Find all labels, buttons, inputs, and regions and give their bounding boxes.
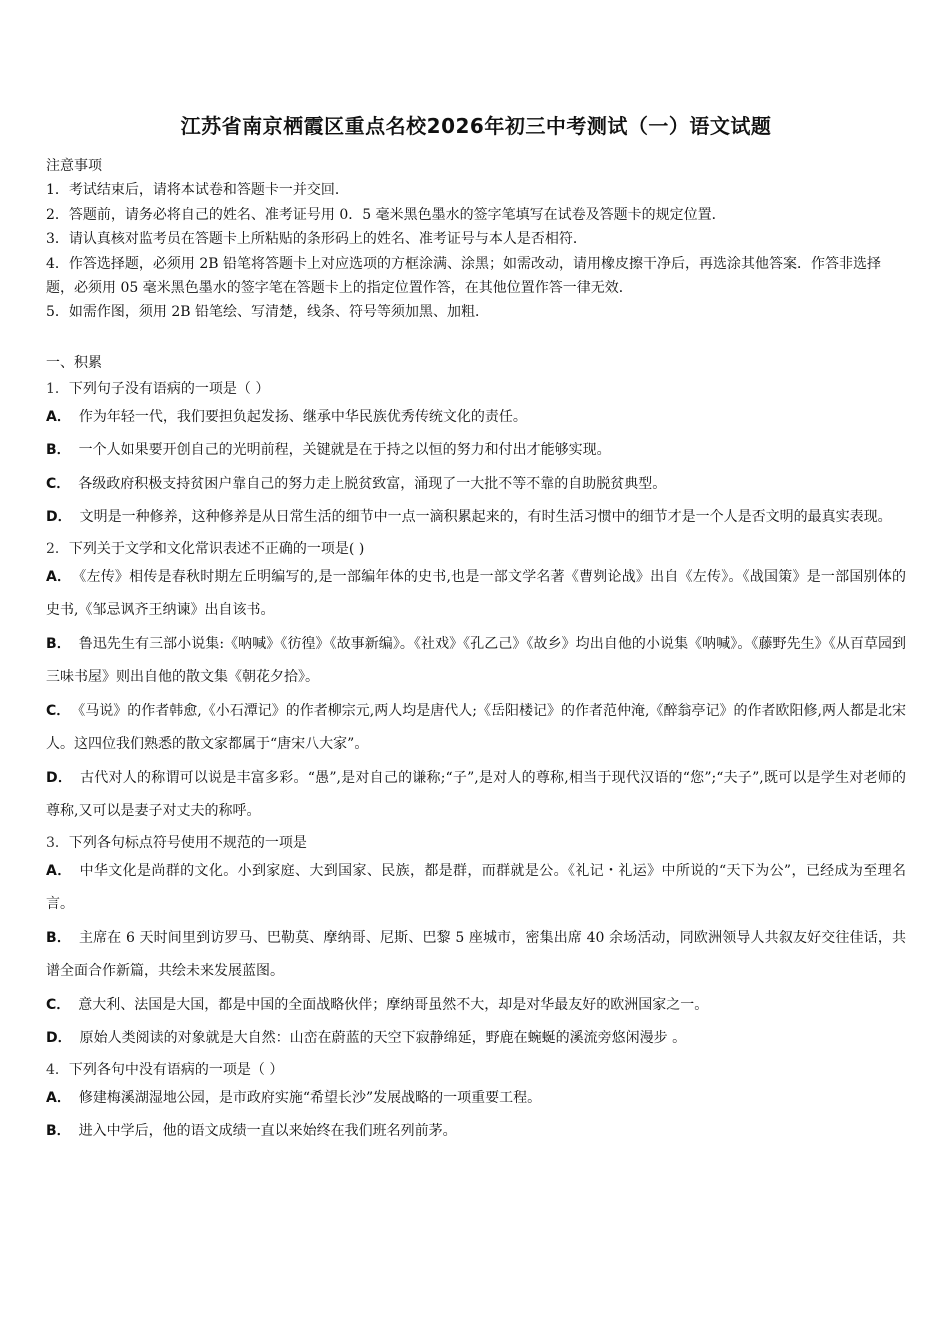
question-option: [46, 468, 906, 502]
question-option: [46, 628, 906, 695]
option-text: 意大利、法国是大国，都是中国的全面战略伙伴；摩纳哥虽然不大，却是对华最友好的欧洲国家之一。: [78, 996, 709, 1013]
question-stem: [46, 377, 906, 401]
question-number: 4．: [46, 1061, 69, 1078]
question-option: [46, 561, 906, 628]
question-option: [46, 989, 906, 1023]
section-heading: 一、积累: [46, 354, 102, 371]
option-label: B．: [46, 442, 71, 459]
question-stem: [46, 831, 906, 855]
question-stem: [46, 537, 906, 561]
notice-item: 5．如需作图，须用 2B 铅笔绘、写清楚，线条、符号等须加黑、加粗．: [46, 304, 490, 321]
option-label: D．: [46, 1030, 72, 1047]
option-label: A．: [46, 408, 71, 425]
option-text: 《马说》的作者韩愈,《小石潭记》的作者柳宗元,两人均是唐代人;《岳阳楼记》的作者范仲淹,《醉翁亭记》的作者欧阳修,两人都是北宋人。这四位我们熟悉的散文家都属于“唐宋八大家”。: [46, 702, 906, 753]
question-option: [46, 1115, 906, 1149]
option-text: 修建梅溪湖湿地公园，是市政府实施“希望长沙”发展战略的一项重要工程。: [78, 1089, 542, 1106]
question-option: [46, 762, 906, 829]
option-text: 古代对人的称谓可以说是丰富多彩。“愚”,是对自己的谦称;“子”,是对人的尊称,相当于现代汉语的“您”;“夫子”,既可以是学生对老师的尊称,又可以是妻子对丈夫的称呼。: [46, 769, 906, 820]
option-text: 作为年轻一代，我们要担负起发扬、继承中华民族优秀传统文化的责任。: [78, 408, 527, 425]
option-text: 进入中学后，他的语文成绩一直以来始终在我们班名列前茅。: [78, 1123, 457, 1140]
question-option: [46, 401, 906, 435]
option-label: B．: [46, 635, 71, 652]
notice-item: 4．作答选择题，必须用 2B 铅笔将答题卡上对应选项的方框涂满、涂黑；如需改动，请用橡皮擦干净后，再选涂其他答案．作答非选择题，必须用 05 毫米黑色墨水的签字笔在答题卡上的指定位置作答，在其他位置作答一律无效．: [46, 255, 881, 297]
question-option: [46, 434, 906, 468]
option-label: C．: [46, 996, 71, 1013]
notice-block: [46, 154, 906, 325]
option-label: A．: [46, 1089, 71, 1106]
question-number: 1．: [46, 380, 69, 397]
question-text: 下列各句中没有语病的一项是（ ）: [68, 1061, 284, 1078]
option-label: D．: [46, 509, 72, 526]
option-text: 《左传》相传是春秋时期左丘明编写的,是一部编年体的史书,也是一部文学名著《曹刿论战》出自《左传》。《战国策》是一部国别体的史书,《邹忌讽齐王纳谏》出自该书。: [46, 568, 906, 619]
question-number: 3．: [46, 834, 69, 851]
question-option: [46, 1082, 906, 1116]
question-text: 下列句子没有语病的一项是（ ）: [68, 380, 270, 397]
option-text: 文明是一种修养，这种修养是从日常生活的细节中一点一滴积累起来的，有时生活习惯中的细节才是一个人是否文明的最真实表现。: [79, 509, 892, 526]
question-number: 2．: [46, 540, 69, 557]
option-label: B．: [46, 1123, 71, 1140]
question-option: [46, 695, 906, 762]
option-label: A．: [46, 862, 72, 879]
option-label: D．: [46, 769, 73, 786]
question-stem: [46, 1058, 906, 1082]
option-text: 各级政府积极支持贫困户靠自己的努力走上脱贫致富，涌现了一大批不等不靠的自助脱贫典型。: [78, 475, 667, 492]
question-option: [46, 1022, 906, 1056]
option-text: 一个人如果要开创自己的光明前程，关键就是在于持之以恒的努力和付出才能够实现。: [78, 442, 611, 459]
option-text: 原始人类阅读的对象就是大自然：山峦在蔚蓝的天空下寂静绵延，野鹿在蜿蜒的溪流旁悠闲漫步 。: [79, 1030, 687, 1047]
question-option: [46, 855, 906, 922]
notice-item: 3．请认真核对监考员在答题卡上所粘贴的条形码上的姓名、准考证号与本人是否相符．: [46, 231, 587, 248]
question-text: 下列各句标点符号使用不规范的一项是: [68, 834, 307, 851]
question-option: [46, 922, 906, 989]
question-option: [46, 501, 906, 535]
option-text: 主席在 6 天时间里到访罗马、巴勒莫、摩纳哥、尼斯、巴黎 5 座城市，密集出席 40 余场活动，同欧洲领导人共叙友好交往佳话，共谱全面合作新篇，共绘未来发展蓝图。: [46, 929, 907, 980]
option-label: B．: [46, 929, 71, 946]
notice-heading: 注意事项: [46, 158, 102, 174]
option-text: 中华文化是尚群的文化。小到家庭、大到国家、民族，都是群，而群就是公。《礼记・礼运》中所说的“天下为公”，已经成为至理名言。: [46, 862, 907, 913]
question-text: 下列关于文学和文化常识表述不正确的一项是( ): [68, 540, 365, 557]
notice-item: 1．考试结束后，请将本试卷和答题卡一并交回．: [46, 182, 349, 199]
option-label: C．: [46, 475, 71, 492]
option-label: A．: [46, 568, 72, 585]
option-label: C．: [46, 702, 71, 719]
page-title: 江苏省南京栖霞区重点名校2026年初三中考测试（一）语文试题: [180, 114, 772, 138]
notice-item: 2．答题前，请务必将自己的姓名、准考证号用 0．5 毫米黑色墨水的签字笔填写在试卷及答题卡的规定位置．: [46, 206, 726, 223]
option-text: 鲁迅先生有三部小说集:《呐喊》《彷徨》《故事新编》。《社戏》《孔乙己》《故乡》均出自他的小说集《呐喊》。《藤野先生》《从百草园到三味书屋》则出自他的散文集《朝花夕拾》。: [46, 635, 907, 686]
